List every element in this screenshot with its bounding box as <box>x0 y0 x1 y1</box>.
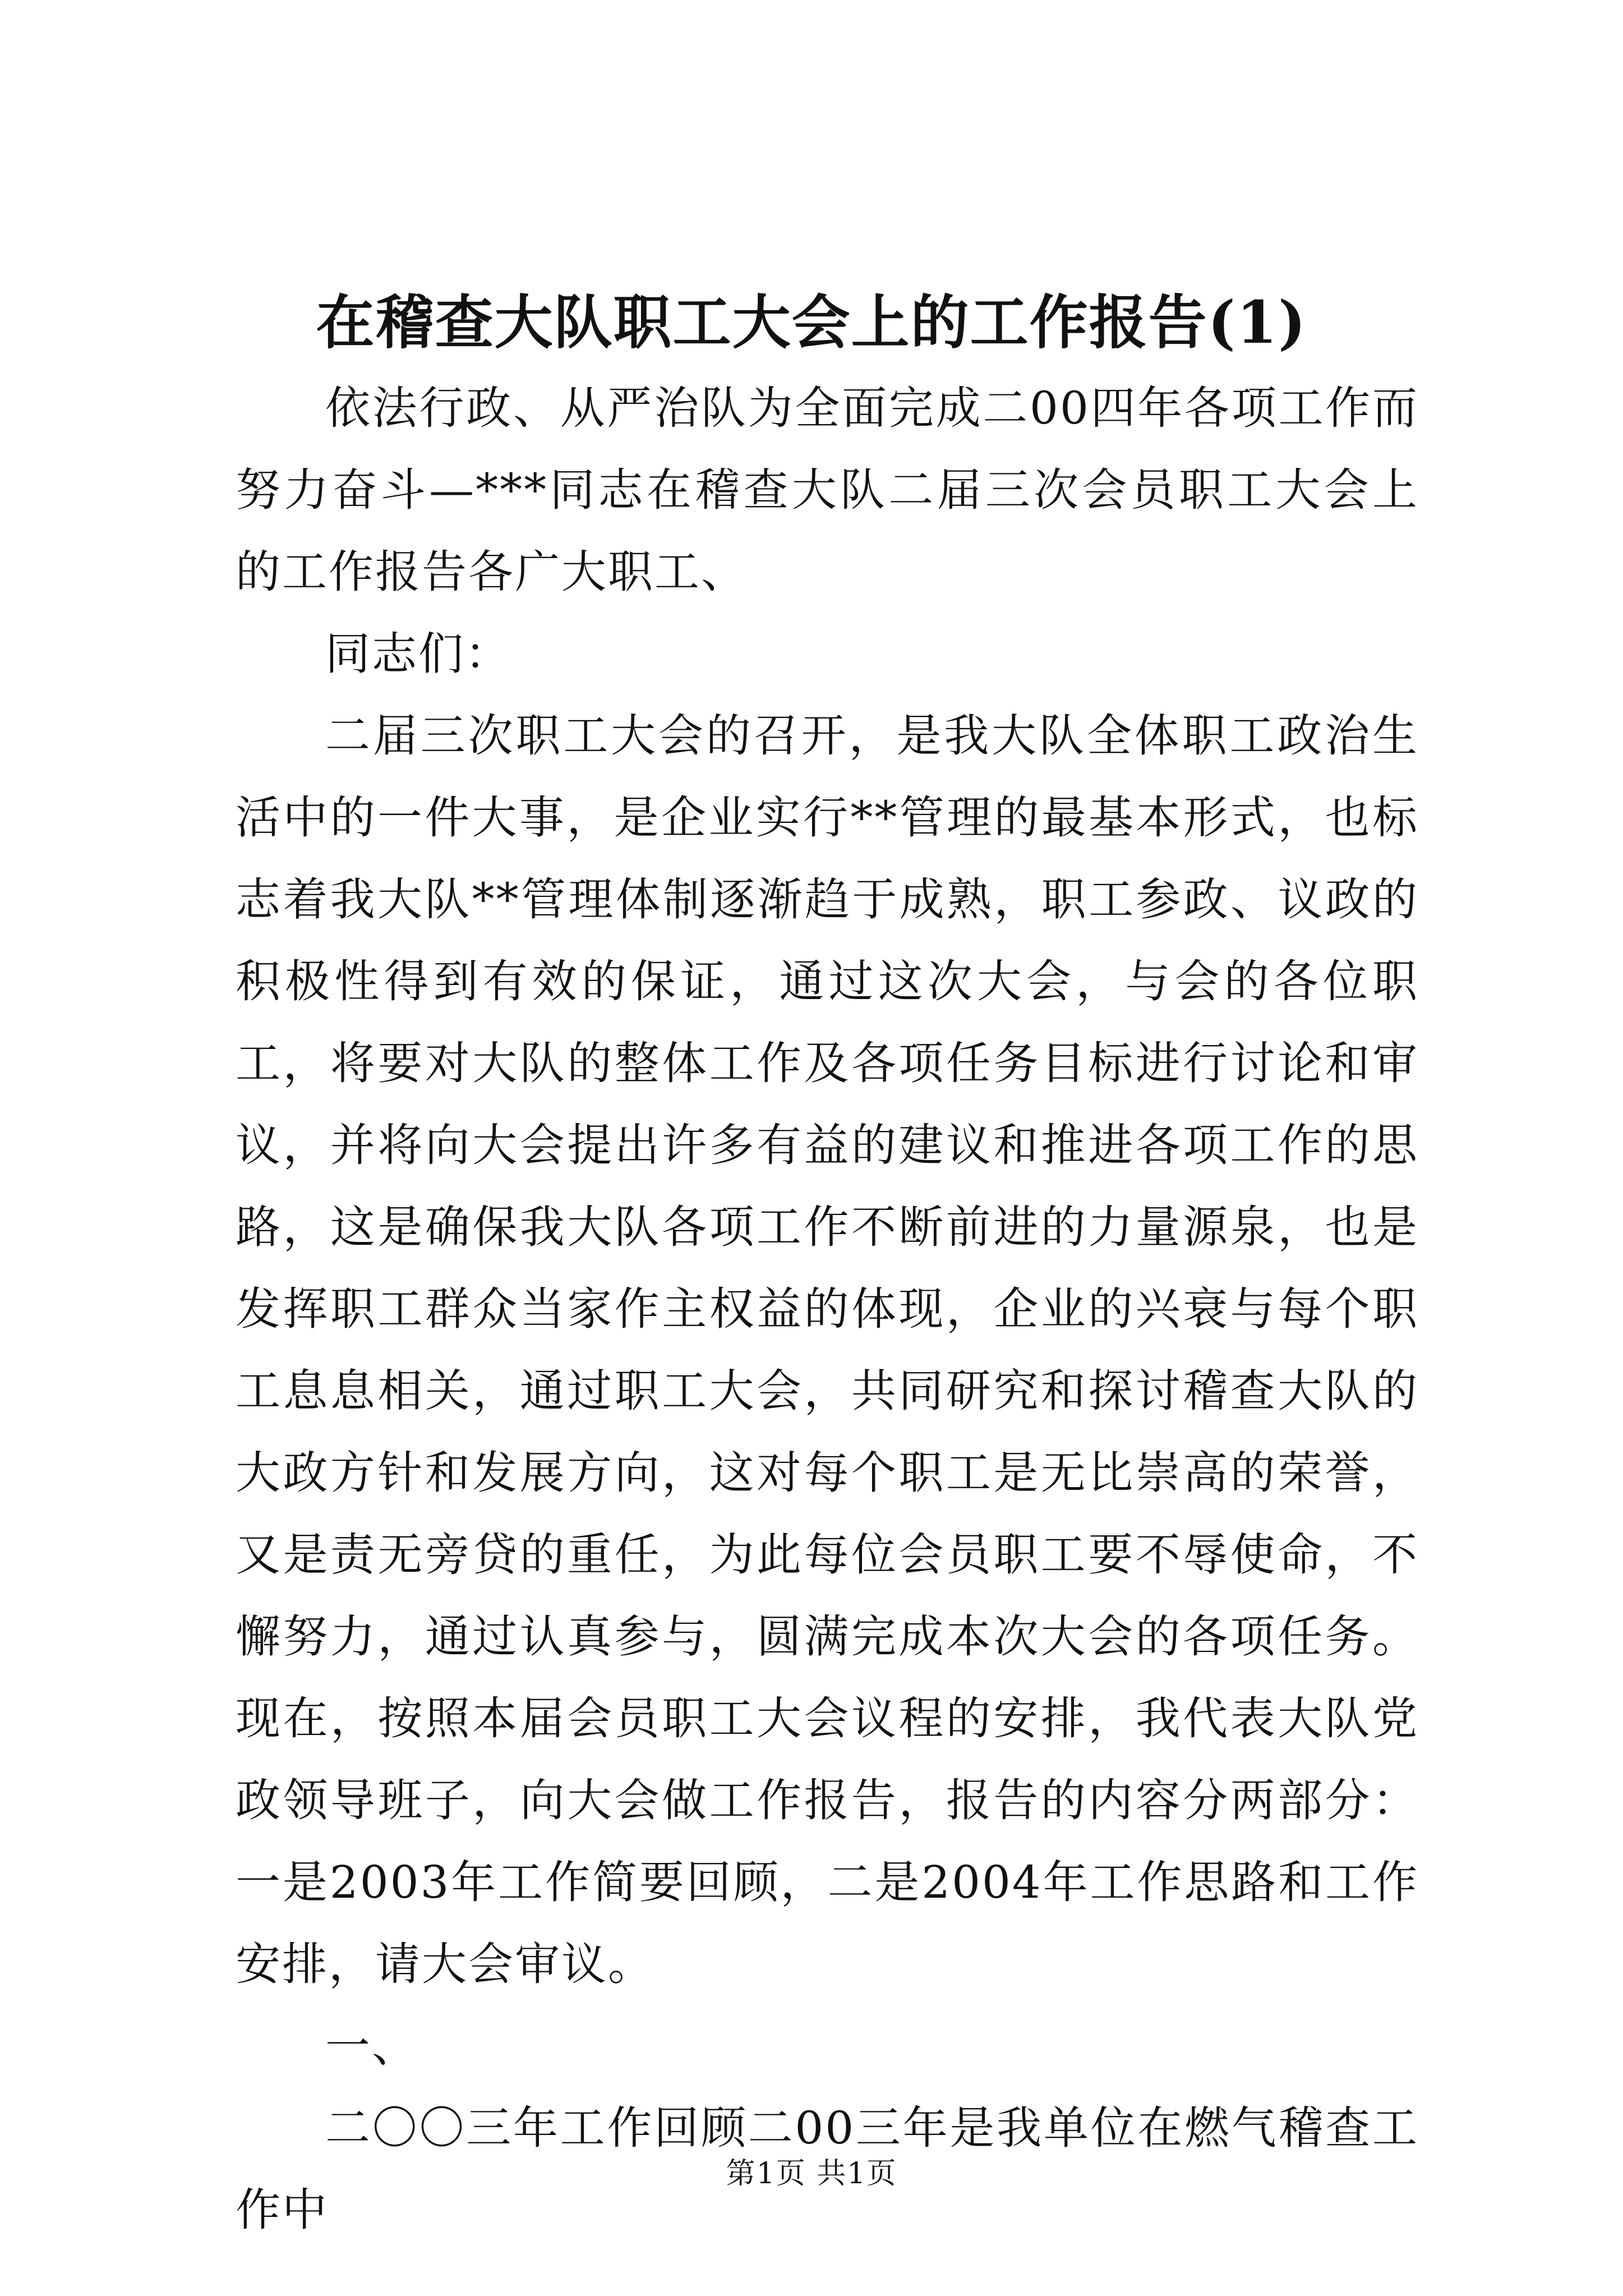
document-body <box>236 367 1419 2251</box>
paragraph-salutation: 同志们： <box>325 628 511 680</box>
paragraph-review: 二〇〇三年工作回顾二00三年是我单位在燃气稽查工作中 <box>236 2102 1419 2236</box>
document-title: 在稽查大队职工大会上的工作报告(1) <box>316 288 1307 357</box>
paragraph-intro: 依法行政、从严治队为全面完成二00四年各项工作而努力奋斗—***同志在稽查大队二届三次会员职工大会上的工作报告各广大职工、 <box>236 382 1419 598</box>
paragraph-main: 二届三次职工大会的召开，是我大队全体职工政治生活中的一件大事，是企业实行**管理的最基本形式，也标志着我大队**管理体制逐渐趋于成熟，职工参政、议政的积极性得到有效的保证，通过这次大会，与会的各位职工，将要对大队的整体工作及各项任务目标进行讨论和审议，并将向大会提出许多有益的建议和推进各项工作的思路，这是确保我大队各项工作不断前进的力量源泉，也是发挥职工群众当家作主权益的体现，企业的兴衰与每个职工息息相关，通过职工大会，共同研究和探讨稽查大队的大政方针和发展方向，这对每个职工是无比崇高的荣誉，又是责无旁贷的重任，为此每位会员职工要不辱使命，不懈努力，通过认真参与，圆满完成本次大会的各项任务。现在，按照本届会员职工大会议程的安排，我代表大队党政领导班子，向大会做工作报告，报告的内容分两部分：一是2003年工作简要回顾，二是2004年工作思路和工作安排，请大会审议。 <box>236 710 1419 1990</box>
page-footer: 第1页 共1页 <box>726 2157 897 2191</box>
paragraph-section-number: 一、 <box>325 2020 418 2072</box>
